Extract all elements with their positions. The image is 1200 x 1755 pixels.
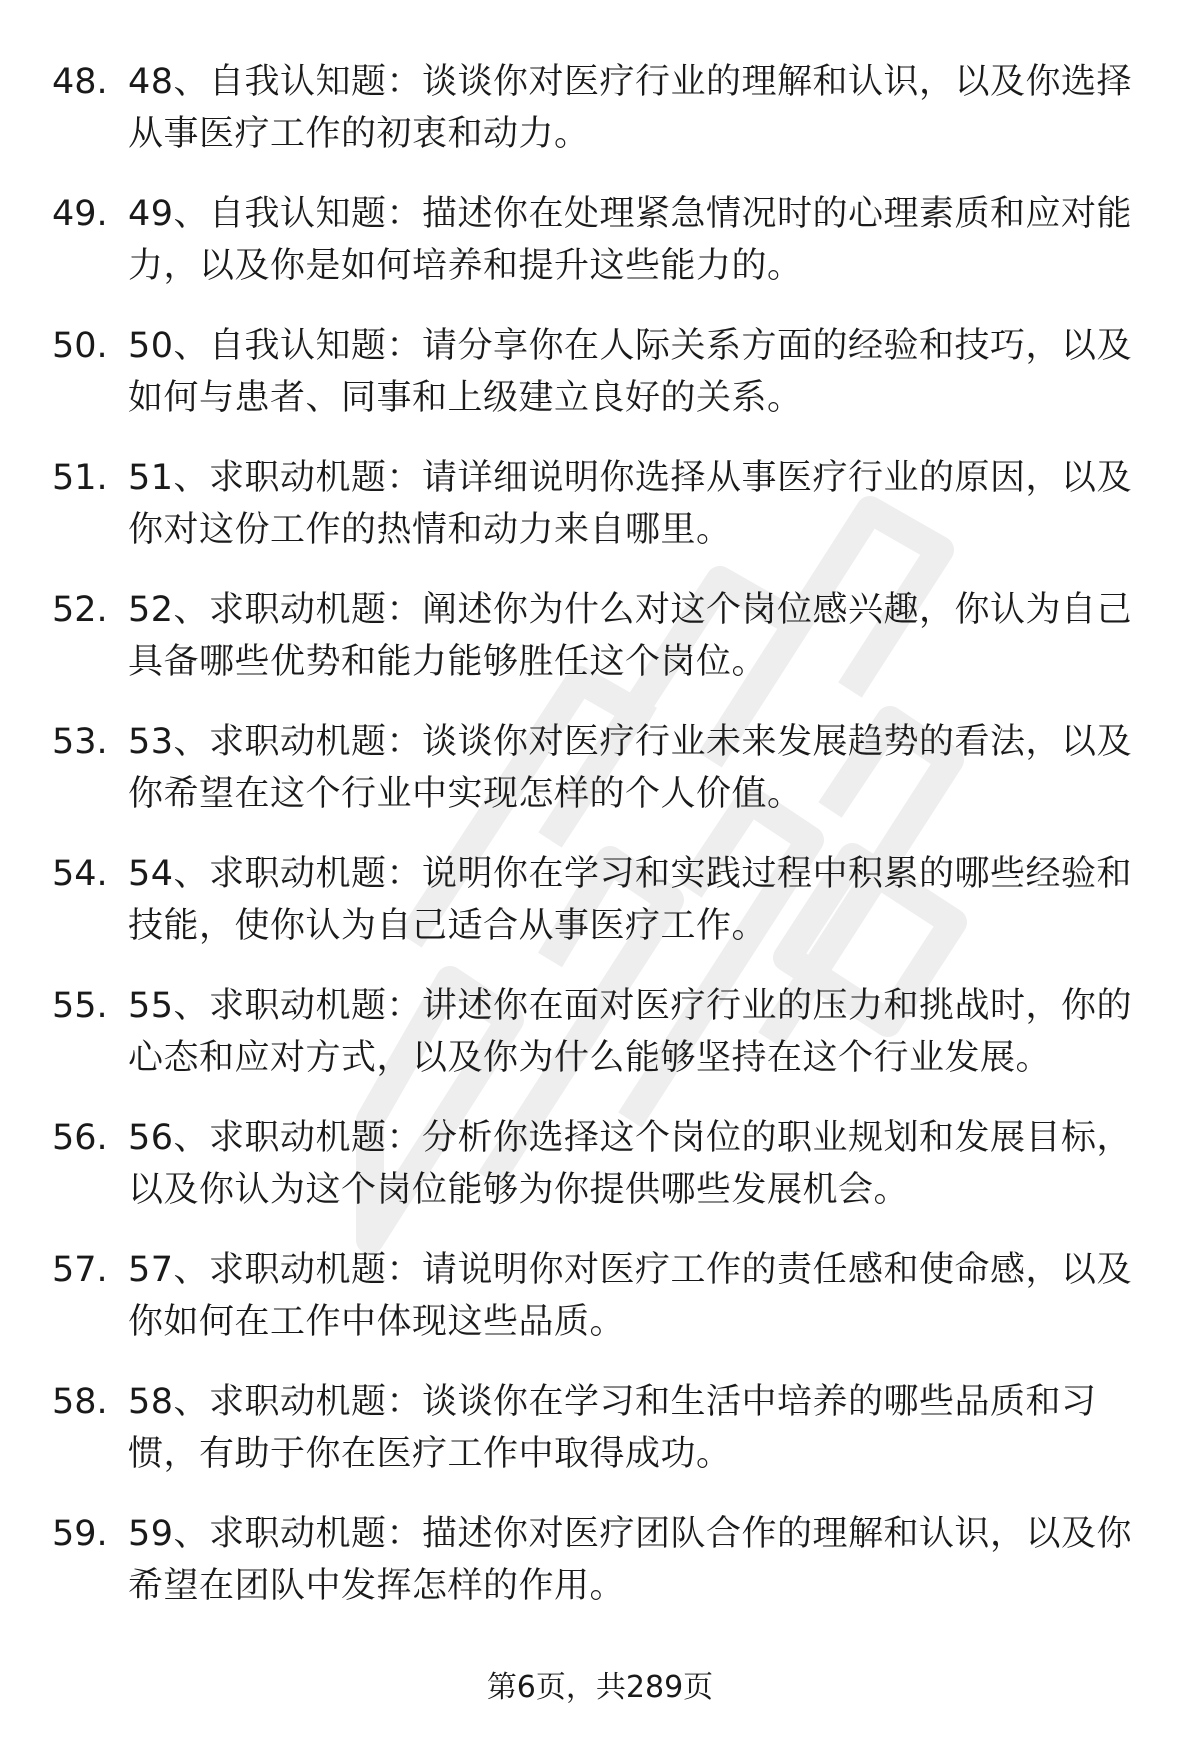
question-number: 59. [52, 1514, 108, 1554]
list-item [0, 716, 1200, 848]
question-number: 49. [52, 194, 108, 234]
question-number: 52. [52, 590, 108, 630]
list-item [0, 1244, 1200, 1376]
question-text: 48、自我认知题：谈谈你对医疗行业的理解和认识，以及你选择从事医疗工作的初衷和动力。 [128, 62, 1133, 154]
list-item [0, 1508, 1200, 1640]
question-number: 53. [52, 722, 108, 762]
question-number: 57. [52, 1250, 108, 1290]
list-item [0, 1112, 1200, 1244]
question-text: 53、求职动机题：谈谈你对医疗行业未来发展趋势的看法，以及你希望在这个行业中实现怎样的个人价值。 [128, 722, 1133, 814]
question-number: 55. [52, 986, 108, 1026]
question-number: 58. [52, 1382, 108, 1422]
question-number: 51. [52, 458, 108, 498]
list-item [0, 56, 1200, 188]
question-number: 54. [52, 854, 108, 894]
list-item [0, 848, 1200, 980]
question-list [0, 56, 1200, 1640]
list-item [0, 980, 1200, 1112]
question-text: 56、求职动机题：分析你选择这个岗位的职业规划和发展目标，以及你认为这个岗位能够为你提供哪些发展机会。 [128, 1118, 1133, 1210]
question-number: 56. [52, 1118, 108, 1158]
question-text: 55、求职动机题：讲述你在面对医疗行业的压力和挑战时，你的心态和应对方式，以及你为什么能够坚持在这个行业发展。 [128, 986, 1133, 1078]
question-text: 58、求职动机题：谈谈你在学习和生活中培养的哪些品质和习惯，有助于你在医疗工作中取得成功。 [128, 1382, 1097, 1474]
question-text: 54、求职动机题：说明你在学习和实践过程中积累的哪些经验和技能，使你认为自己适合从事医疗工作。 [128, 854, 1133, 946]
list-item [0, 1376, 1200, 1508]
question-text: 51、求职动机题：请详细说明你选择从事医疗行业的原因，以及你对这份工作的热情和动力来自哪里。 [128, 458, 1133, 550]
page-number-footer: 第6页，共289页 [486, 1670, 714, 1705]
list-item [0, 320, 1200, 452]
question-text: 52、求职动机题：阐述你为什么对这个岗位感兴趣，你认为自己具备哪些优势和能力能够胜任这个岗位。 [128, 590, 1133, 682]
list-item [0, 188, 1200, 320]
question-text: 50、自我认知题：请分享你在人际关系方面的经验和技巧，以及如何与患者、同事和上级建立良好的关系。 [128, 326, 1133, 418]
question-number: 50. [52, 326, 108, 366]
question-text: 49、自我认知题：描述你在处理紧急情况时的心理素质和应对能力，以及你是如何培养和提升这些能力的。 [128, 194, 1133, 286]
question-text: 59、求职动机题：描述你对医疗团队合作的理解和认识，以及你希望在团队中发挥怎样的作用。 [128, 1514, 1133, 1606]
list-item [0, 452, 1200, 584]
list-item [0, 584, 1200, 716]
question-text: 57、求职动机题：请说明你对医疗工作的责任感和使命感，以及你如何在工作中体现这些品质。 [128, 1250, 1133, 1342]
question-number: 48. [52, 62, 108, 102]
